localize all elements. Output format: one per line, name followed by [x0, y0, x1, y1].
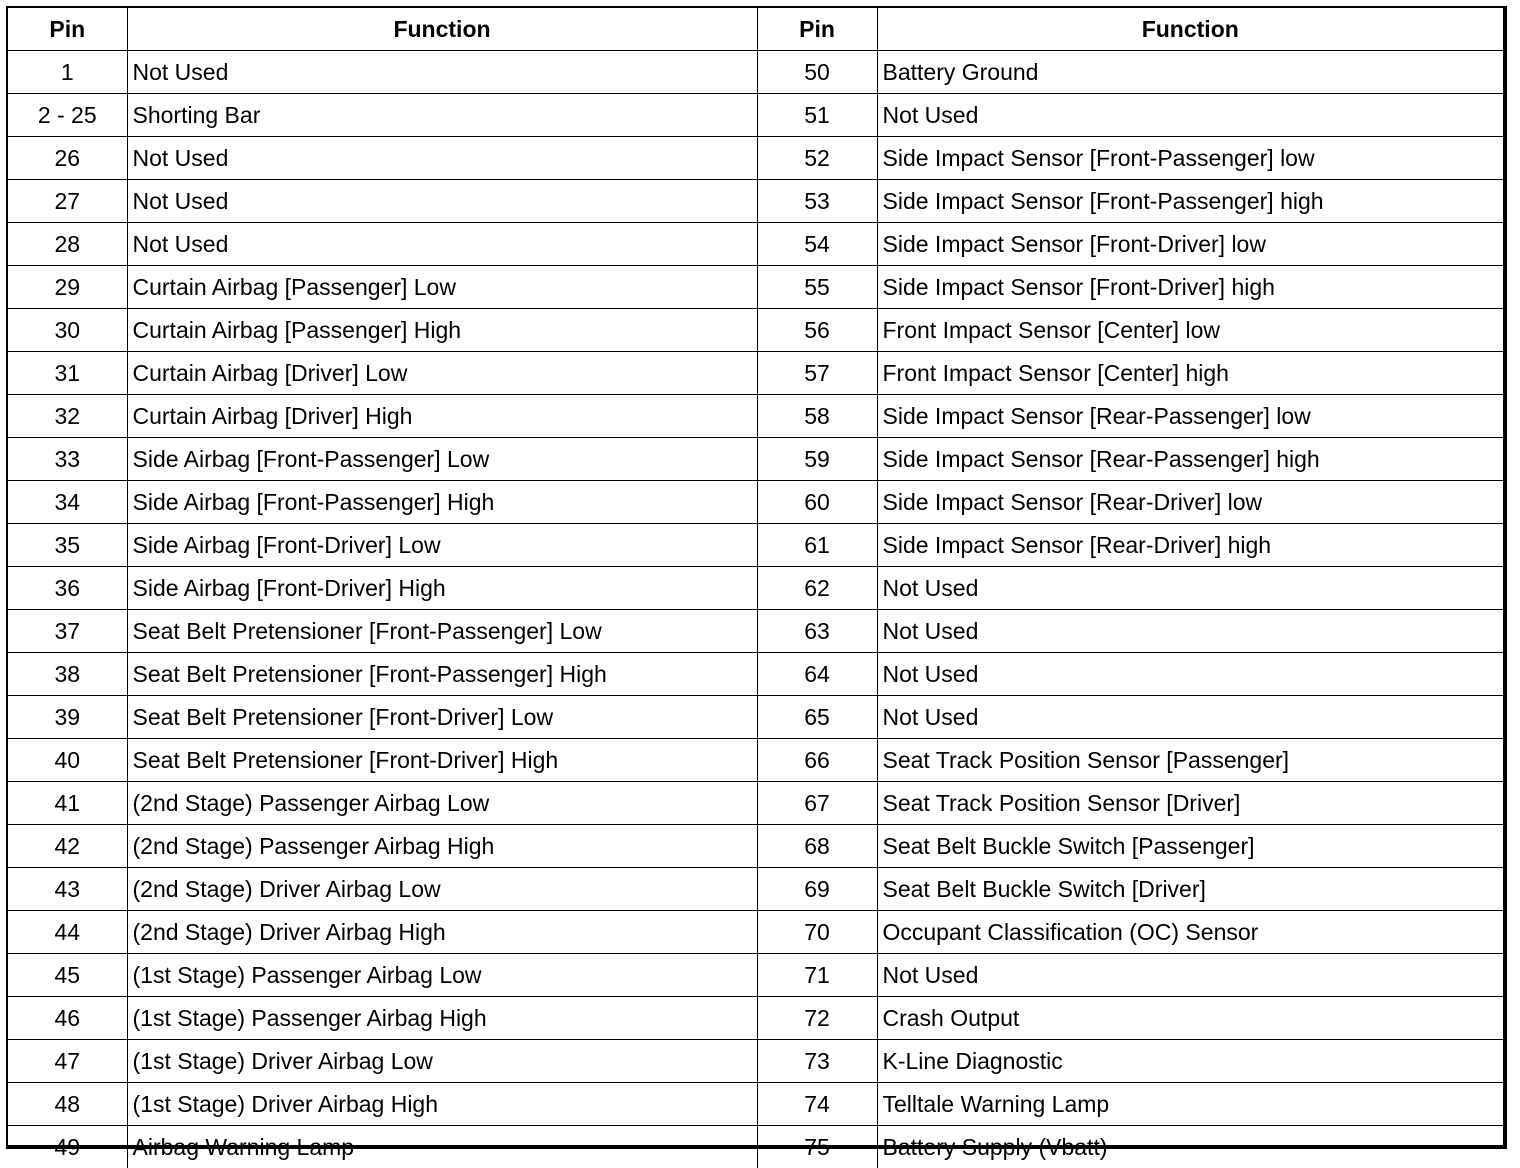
- pin-right-cell: 54: [757, 223, 877, 266]
- pin-left-cell: 37: [8, 610, 127, 653]
- table-row: [8, 524, 1503, 567]
- function-left-cell: (1st Stage) Driver Airbag Low: [127, 1040, 757, 1083]
- pin-right-cell: 64: [757, 653, 877, 696]
- pin-left-cell: 39: [8, 696, 127, 739]
- table-row: [8, 137, 1503, 180]
- function-left-cell: Curtain Airbag [Driver] High: [127, 395, 757, 438]
- function-right-cell: Not Used: [877, 653, 1503, 696]
- pin-right-cell: 59: [757, 438, 877, 481]
- table-row: [8, 696, 1503, 739]
- function-right-cell: Battery Supply (Vbatt): [877, 1126, 1503, 1168]
- header-function-left: Function: [127, 8, 757, 51]
- pin-right-cell: 60: [757, 481, 877, 524]
- function-left-cell: Not Used: [127, 137, 757, 180]
- pin-right-cell: 73: [757, 1040, 877, 1083]
- pin-left-cell: 44: [8, 911, 127, 954]
- pin-right-cell: 62: [757, 567, 877, 610]
- table-row: [8, 395, 1503, 438]
- pin-left-cell: 38: [8, 653, 127, 696]
- header-pin-right: Pin: [757, 8, 877, 51]
- function-right-cell: Front Impact Sensor [Center] low: [877, 309, 1503, 352]
- function-left-cell: Seat Belt Pretensioner [Front-Driver] High: [127, 739, 757, 782]
- pin-right-cell: 53: [757, 180, 877, 223]
- pin-left-cell: 26: [8, 137, 127, 180]
- function-left-cell: Seat Belt Pretensioner [Front-Driver] Low: [127, 696, 757, 739]
- function-left-cell: Not Used: [127, 180, 757, 223]
- header-pin-left: Pin: [8, 8, 127, 51]
- function-right-cell: Telltale Warning Lamp: [877, 1083, 1503, 1126]
- function-right-cell: Not Used: [877, 567, 1503, 610]
- function-left-cell: Side Airbag [Front-Driver] Low: [127, 524, 757, 567]
- table-row: [8, 438, 1503, 481]
- pin-right-cell: 74: [757, 1083, 877, 1126]
- table-row: [8, 997, 1503, 1040]
- function-left-cell: Curtain Airbag [Passenger] Low: [127, 266, 757, 309]
- function-right-cell: K-Line Diagnostic: [877, 1040, 1503, 1083]
- pin-left-cell: 31: [8, 352, 127, 395]
- table-row: [8, 739, 1503, 782]
- table-row: [8, 180, 1503, 223]
- pin-right-cell: 75: [757, 1126, 877, 1168]
- pin-right-cell: 71: [757, 954, 877, 997]
- function-right-cell: Battery Ground: [877, 51, 1503, 94]
- pin-left-cell: 43: [8, 868, 127, 911]
- pin-right-cell: 72: [757, 997, 877, 1040]
- function-left-cell: Side Airbag [Front-Passenger] High: [127, 481, 757, 524]
- table-row: [8, 1083, 1503, 1126]
- pin-left-cell: 33: [8, 438, 127, 481]
- pin-left-cell: 34: [8, 481, 127, 524]
- function-right-cell: Crash Output: [877, 997, 1503, 1040]
- function-left-cell: (1st Stage) Passenger Airbag Low: [127, 954, 757, 997]
- pin-left-cell: 45: [8, 954, 127, 997]
- pin-left-cell: 27: [8, 180, 127, 223]
- pin-right-cell: 63: [757, 610, 877, 653]
- function-right-cell: Not Used: [877, 954, 1503, 997]
- table-body: [8, 51, 1503, 1168]
- pin-right-cell: 70: [757, 911, 877, 954]
- function-right-cell: Not Used: [877, 696, 1503, 739]
- table-row: [8, 94, 1503, 137]
- pin-left-cell: 49: [8, 1126, 127, 1168]
- table-row: [8, 911, 1503, 954]
- pin-left-cell: 36: [8, 567, 127, 610]
- pin-left-cell: 46: [8, 997, 127, 1040]
- function-left-cell: (1st Stage) Driver Airbag High: [127, 1083, 757, 1126]
- function-right-cell: Seat Track Position Sensor [Driver]: [877, 782, 1503, 825]
- table-row: [8, 1040, 1503, 1083]
- function-left-cell: (1st Stage) Passenger Airbag High: [127, 997, 757, 1040]
- function-right-cell: Occupant Classification (OC) Sensor: [877, 911, 1503, 954]
- pin-left-cell: 41: [8, 782, 127, 825]
- table-row: [8, 266, 1503, 309]
- function-right-cell: Seat Belt Buckle Switch [Passenger]: [877, 825, 1503, 868]
- function-right-cell: Side Impact Sensor [Rear-Passenger] low: [877, 395, 1503, 438]
- pin-left-cell: 2 - 25: [8, 94, 127, 137]
- function-left-cell: (2nd Stage) Driver Airbag Low: [127, 868, 757, 911]
- pin-left-cell: 30: [8, 309, 127, 352]
- function-left-cell: Seat Belt Pretensioner [Front-Passenger] Low: [127, 610, 757, 653]
- table-row: [8, 954, 1503, 997]
- function-right-cell: Side Impact Sensor [Rear-Passenger] high: [877, 438, 1503, 481]
- function-right-cell: Not Used: [877, 94, 1503, 137]
- pin-left-cell: 32: [8, 395, 127, 438]
- table-row: [8, 51, 1503, 94]
- function-left-cell: Seat Belt Pretensioner [Front-Passenger] High: [127, 653, 757, 696]
- table-row: [8, 567, 1503, 610]
- pin-right-cell: 68: [757, 825, 877, 868]
- table-row: [8, 825, 1503, 868]
- function-left-cell: Shorting Bar: [127, 94, 757, 137]
- function-right-cell: Side Impact Sensor [Front-Passenger] high: [877, 180, 1503, 223]
- table-row: [8, 610, 1503, 653]
- pin-right-cell: 67: [757, 782, 877, 825]
- function-right-cell: Seat Belt Buckle Switch [Driver]: [877, 868, 1503, 911]
- pin-left-cell: 42: [8, 825, 127, 868]
- pin-right-cell: 61: [757, 524, 877, 567]
- function-left-cell: Not Used: [127, 223, 757, 266]
- function-left-cell: Side Airbag [Front-Driver] High: [127, 567, 757, 610]
- header-function-right: Function: [877, 8, 1503, 51]
- pin-right-cell: 51: [757, 94, 877, 137]
- function-left-cell: Not Used: [127, 51, 757, 94]
- pinout-table: [8, 8, 1503, 1168]
- function-right-cell: Not Used: [877, 610, 1503, 653]
- table-row: [8, 868, 1503, 911]
- header-row: [8, 8, 1503, 51]
- pin-right-cell: 50: [757, 51, 877, 94]
- pin-left-cell: 47: [8, 1040, 127, 1083]
- pin-left-cell: 28: [8, 223, 127, 266]
- pin-right-cell: 55: [757, 266, 877, 309]
- function-left-cell: (2nd Stage) Passenger Airbag Low: [127, 782, 757, 825]
- pin-right-cell: 56: [757, 309, 877, 352]
- pin-left-cell: 1: [8, 51, 127, 94]
- function-right-cell: Front Impact Sensor [Center] high: [877, 352, 1503, 395]
- function-right-cell: Side Impact Sensor [Front-Passenger] low: [877, 137, 1503, 180]
- pin-left-cell: 35: [8, 524, 127, 567]
- function-left-cell: (2nd Stage) Driver Airbag High: [127, 911, 757, 954]
- function-left-cell: (2nd Stage) Passenger Airbag High: [127, 825, 757, 868]
- function-left-cell: Airbag Warning Lamp: [127, 1126, 757, 1168]
- pin-right-cell: 65: [757, 696, 877, 739]
- table-row: [8, 223, 1503, 266]
- table-row: [8, 1126, 1503, 1168]
- pin-left-cell: 48: [8, 1083, 127, 1126]
- function-right-cell: Side Impact Sensor [Rear-Driver] low: [877, 481, 1503, 524]
- pinout-table-frame: [6, 6, 1507, 1149]
- pin-right-cell: 52: [757, 137, 877, 180]
- table-row: [8, 352, 1503, 395]
- function-right-cell: Seat Track Position Sensor [Passenger]: [877, 739, 1503, 782]
- function-right-cell: Side Impact Sensor [Front-Driver] high: [877, 266, 1503, 309]
- function-left-cell: Curtain Airbag [Passenger] High: [127, 309, 757, 352]
- pin-right-cell: 66: [757, 739, 877, 782]
- table-row: [8, 782, 1503, 825]
- pin-right-cell: 58: [757, 395, 877, 438]
- pin-right-cell: 57: [757, 352, 877, 395]
- table-row: [8, 481, 1503, 524]
- function-left-cell: Curtain Airbag [Driver] Low: [127, 352, 757, 395]
- pin-right-cell: 69: [757, 868, 877, 911]
- table-row: [8, 653, 1503, 696]
- table-row: [8, 309, 1503, 352]
- pin-left-cell: 40: [8, 739, 127, 782]
- function-right-cell: Side Impact Sensor [Front-Driver] low: [877, 223, 1503, 266]
- function-left-cell: Side Airbag [Front-Passenger] Low: [127, 438, 757, 481]
- function-right-cell: Side Impact Sensor [Rear-Driver] high: [877, 524, 1503, 567]
- pin-left-cell: 29: [8, 266, 127, 309]
